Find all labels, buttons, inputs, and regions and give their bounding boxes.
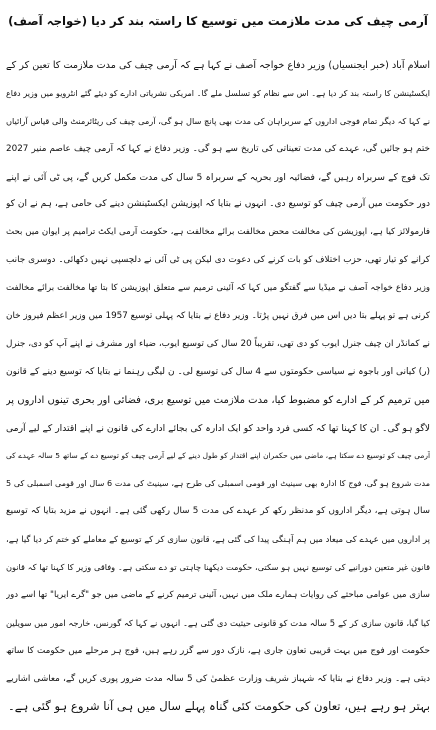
article-line: (ر) کیانی اور باجوہ نے سیاسی حکومتوں سے 4 سال کی توسیع لی۔ ن لیگی رہنما نے بتایا کہ توسیع دینے کے قانون — [6, 366, 430, 377]
article-line: تک فوج کے سربراہ رہیں گے، فضائیہ اور بحریہ کے سربراہ 5 سال کی مدت مکمل کریں گے، پی ٹی آئی نے اپنے — [6, 171, 430, 183]
article-line: حکومت اور فوج میں بہت قریبی تعاون جاری ہے، نازک دور سے گزر رہے ہیں، فوج ہر مرحلے میں حکومت کا ساتھ — [6, 645, 430, 656]
article-line: ختم ہو جائیں گی، عہدے کی مدت تعیناتی کی تاریخ سے ہو گی۔ وزیر دفاع نے کہا کہ آرمی چیف عاصم منیر 2027 — [6, 143, 430, 154]
article-line: سال ہوتی ہے، دیگر اداروں کو مدنظر رکھ کر عہدے کی مدت 5 سال رکھی گئی ہے۔ انہوں نے مزید بتایا کہ توسیع — [6, 506, 430, 517]
article-line: نے کہا کہ دیگر تمام فوجی اداروں کے سربراہان کی مدت بھی پانچ سال ہو گی، آرمی چیف کی ریٹائرمنٹ والی قیاس آرائیاں — [6, 115, 430, 126]
article-line: اسلام آباد (خبر ایجنسیاں) وزیر دفاع خواجہ آصف نے کہا ہے کہ آرمی چیف کی مدت ملازمت کا تعین کر کے — [6, 60, 430, 71]
article-line: مدت شروع ہو گی، فوج کا ادارہ بھی سینیٹ اور قومی اسمبلی کی طرح ہے، سینیٹ کی مدت 6 سال اور قومی اسمبلی کی 5 — [6, 479, 430, 489]
article-line: ایکسٹینشن کا راستہ بند کر دیا ہے۔ اس سے نظام کو تسلسل ملے گا۔ امریکی نشریاتی ادارے کو دیئے گئے انٹرویو میں وزیر دفاع — [6, 88, 430, 98]
article-line: میں ترمیم کر کے ادارے کو مضبوط کیا، مدت ملازمت میں توسیع بری، فضائی اور بحری تینوں اداروں پر — [6, 394, 430, 406]
article-line: سازی میں عوامی مباحثے کی روایات ہمارے ملک میں نہیں، آئینی ترمیم کرنے کے ماضی میں جو "گرے ایریا" تھا اسے دور — [6, 589, 430, 600]
article-line: قانون غیر متعین دورانیے کی توسیع نہیں ہو سکتی، حکومت دیکھنا چاہتی تو دے سکتی ہے۔ وفاقی وزیر کا کہنا تھا کہ قانون — [6, 562, 430, 573]
article-line: کرنی ہے تو پہلے بتا دیں اس میں فرق نہیں پڑتا۔ وزیر دفاع نے بتایا کہ پہلی توسیع 1957 میں وزیر اعظم فیروز خان — [6, 311, 430, 322]
headline: آرمی چیف کی مدت ملازمت میں توسیع کا راستہ بند کر دیا (خواجہ آصف) — [8, 14, 428, 28]
article-line: کرانے کو تیار تھی، حزب اختلاف کو بات کرنے کی دعوت دی لیکن پی ٹی آئی نے دلچسپی نہیں دکھائی۔ دوسری جانب — [6, 255, 430, 266]
article-line: کیا گیا، قانون سازی کر کے 5 سالہ مدت کو قانونی حیثیت دی گئی ہے۔ انہوں نے کہا کہ گورنس، خارجہ امور میں سویلین — [6, 617, 430, 628]
article-line: لاگو ہو گی۔ ان کا کہنا تھا کہ کسی فرد واحد کو ایک ادارہ کی بجائے ادارے کی قانون نے اپنے اقتدار کے لیے آرمی — [6, 422, 430, 434]
article-line: پر اداروں میں عہدے کی میعاد میں ہم آہنگی پیدا کی گئی ہے، قانون سازی کر کے توسیع کے معاملے کو ختم کر دیا گیا ہے، — [6, 534, 430, 545]
article-line: فارمولائز کیا ہے، اپوزیشن کی مخالفت محض مخالفت برائے مخالفت ہے، حکومت آرمی ایکٹ ترامیم پر ایوان میں بحث — [6, 227, 430, 238]
article-line: دور حکومت میں آرمی چیف کو توسیع دی۔ انہوں نے بتایا کہ اپوزیشن ایکسٹینشن دینے کی حامی ہے، ہم نے ان کو — [6, 199, 430, 210]
article-body — [6, 52, 430, 721]
article-line: آرمی چیف کو توسیع دے سکتا ہے، ماضی میں حکمران اپنے اقتدار کو طول دینے کے لیے آرمی چیف کو توسیع دے کے ساتھ 5 سالہ عہدے کی — [6, 451, 430, 461]
article-line: نے کمانڈر ان چیف جنرل ایوب کو دی تھی، تقریباً 20 سال کی توسیع ایوب، ضیاء اور مشرف نے اپنے آپ کو دی، جنرل — [6, 338, 430, 349]
article-line: وزیر دفاع خواجہ آصف نے میڈیا سے گفتگو میں کہا کہ آئینی ترمیم سے متعلق اپوزیشن کا بتا تھا مخالفت برائے مخالفت — [6, 283, 430, 294]
article-line: دیتی ہے۔ وزیر دفاع نے بتایا کہ شہباز شریف وزارت عظمیٰ کی 5 سالہ مدت ضرور پوری کریں گے، معاشی اشاریے — [6, 673, 430, 684]
article-line: بہتر ہو رہے ہیں، تعاون کی حکومت کئی گناہ پہلے سال میں ہی آنا شروع ہو گئی ہے۔ — [8, 699, 430, 714]
